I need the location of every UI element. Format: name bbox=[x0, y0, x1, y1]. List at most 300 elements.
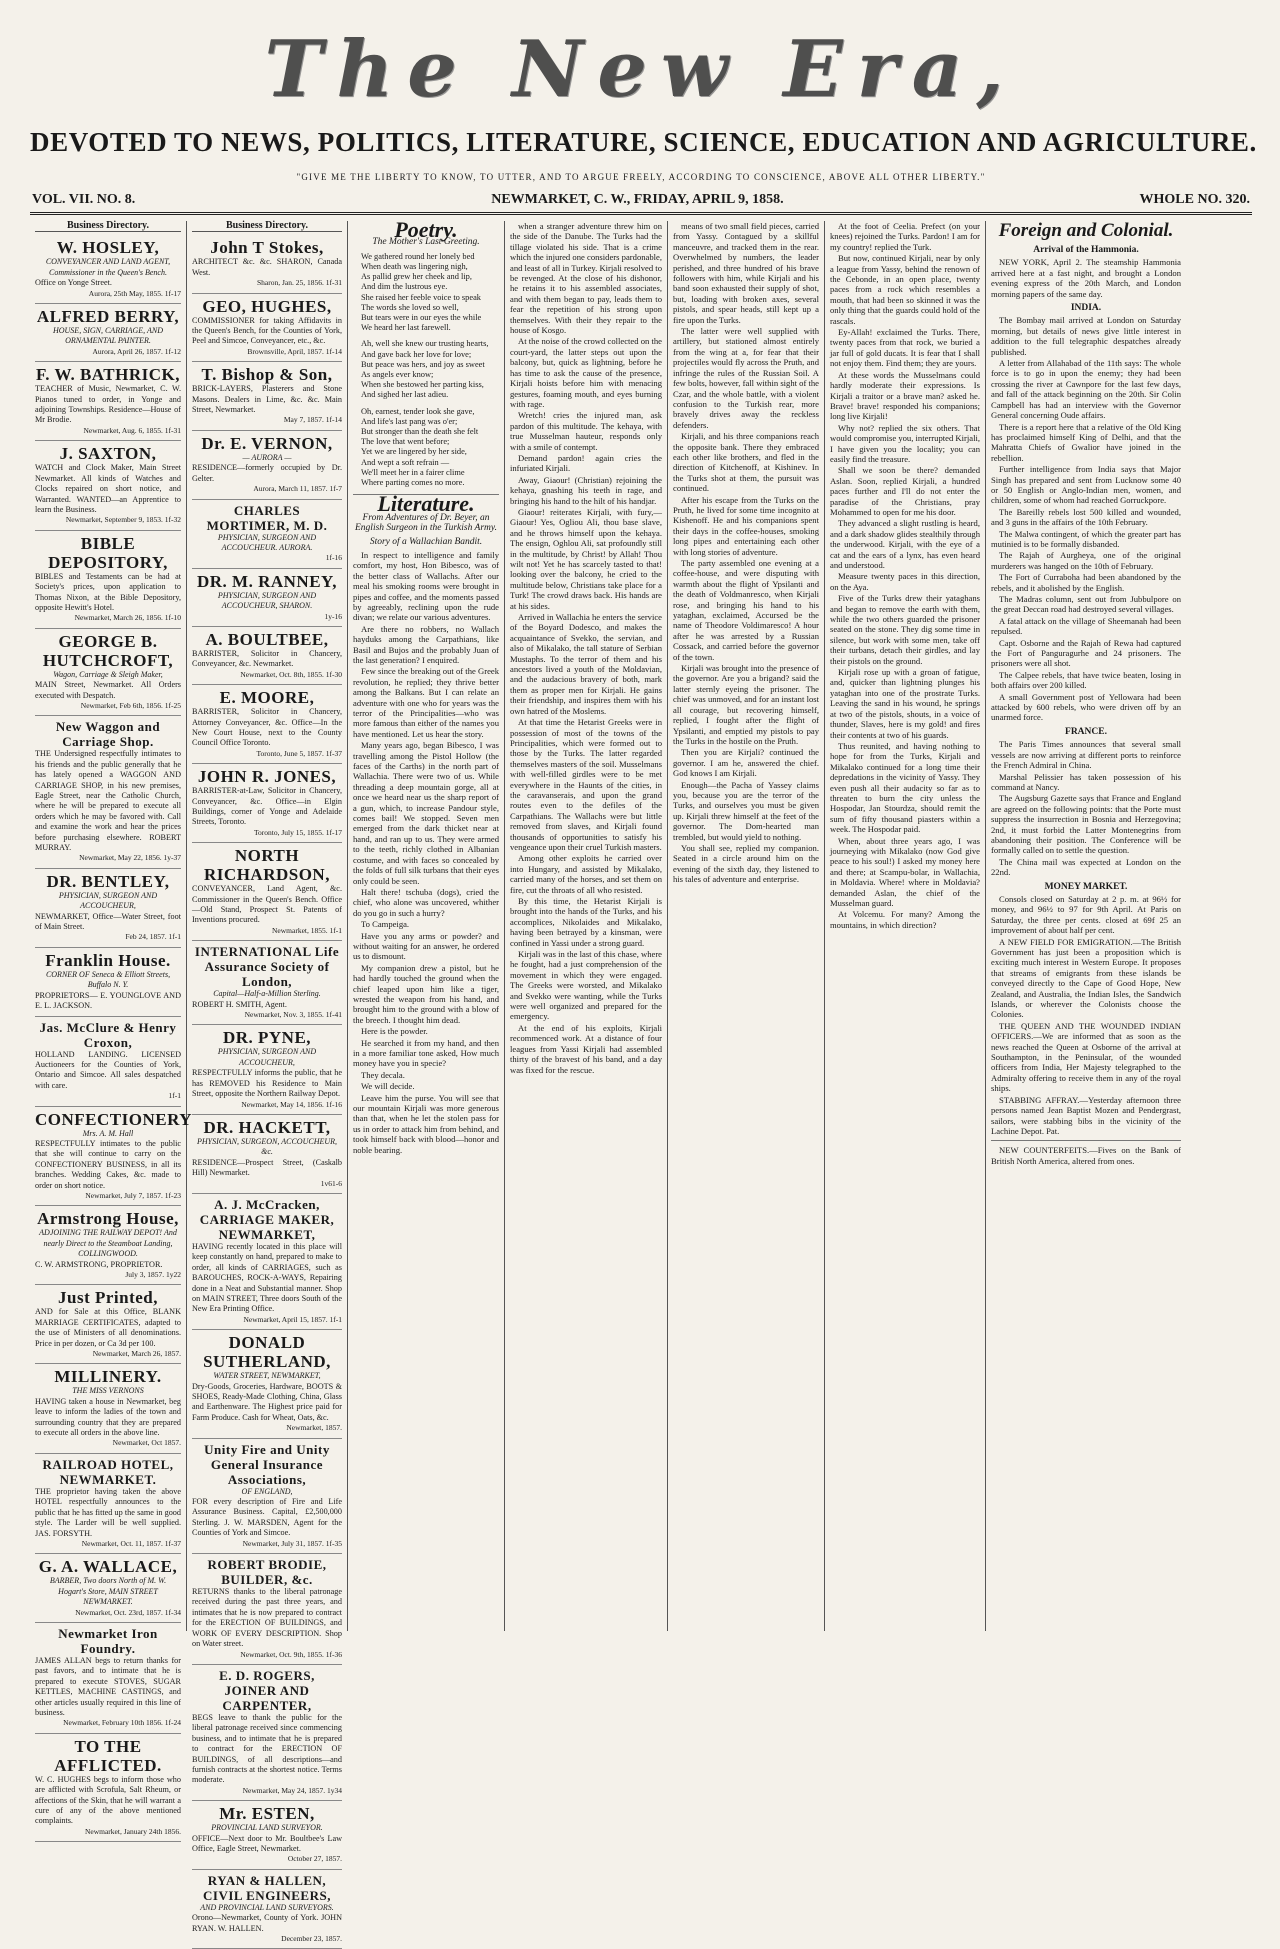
ad-body: COMMISSIONER for taking Affidavits in the Queen's Bench, for the Counties of York, Peel and Simcoe, Conveyancer, etc., &c. bbox=[192, 315, 342, 346]
paragraph: The Fort of Curraboha had been abandoned by the rebels, and it abolished by the English. bbox=[991, 572, 1181, 593]
ad-body: BARRISTER, Solicitor in Chancery, Attorney Conveyancer, &c. Office—In the New Court House, next to the County Council Office Toronto. bbox=[192, 707, 342, 748]
ad-footer: 1y-16 bbox=[324, 611, 342, 621]
ad-body: BRICK-LAYERS, Plasterers and Stone Masons. Dealers in Lime, &c. &c. Main Street, Newmarket. bbox=[192, 384, 342, 415]
ad-footer: July 3, 1857. 1y22 bbox=[125, 1270, 181, 1279]
whole-number: WHOLE NO. 320. bbox=[1139, 192, 1250, 207]
paragraph: Among other exploits he carried over into Hungary, and assisted by Mikalako, carried many of the horses, and set them on fire, cut the throats of all who resisted. bbox=[510, 853, 662, 895]
paragraph: But now, continued Kirjali, near by only a league from Yassy, behind the renown of the Cebonde, in an open place, twenty paces from a rock which resembles a mouth, that had been so skinned it was the only thing that the guards could hold of the rascals. bbox=[830, 253, 980, 326]
ad-body: RESPECTFULLY intimates to the public that she will continue to carry on the CONFECTIONERY BUSINESS, in all its branches. Wedding Cakes, &c. made to order on short notice. bbox=[35, 1138, 181, 1190]
article-title: Story of a Wallachian Bandit. bbox=[369, 536, 483, 547]
paragraph: The Bareilly rebels lost 500 killed and wounded, and 3 guns in the affairs of the 10th February. bbox=[991, 506, 1181, 528]
paragraph: Kirjali was brought into the presence of the governor. Are you a brigand? said the latter sternly eyeing the prisoner. The chief was unmoved, and for an instant lost all courage, but recovering himself, replied, I fought after the flight of Ypsilanti, and emptied my pistols to pay the Turks in the hostile on the Pruth. bbox=[673, 663, 819, 746]
paragraph: Halt there! tschuba (dogs), cried the chief, who alone was uncovered, whither do you go in such a hurry? bbox=[353, 886, 499, 918]
ad-name: Dr. E. VERNON, bbox=[201, 433, 333, 453]
ad-footer: Newmarket, April 15, 1857. 1f-1 bbox=[243, 1314, 342, 1324]
ad-subtitle: PHYSICIAN, SURGEON AND ACCOUCHEUR. AURORA. bbox=[217, 532, 317, 552]
paragraph: THE QUEEN AND THE WOUNDED INDIAN OFFICERS.—We are informed that as soon as the news reached the Queen at Osborne of the arrival at Southampton, in the Peninsular, of the wounded officers from India, Her Majesty telegraphed to the Admiralty offering to receive them in any of the royal ships. bbox=[991, 1020, 1181, 1094]
ad-body: BIBLES and Testaments can be had at Society's prices, upon application to Thomas Nixon, at the Bible Depository, opposite Hewitt's Hotel. bbox=[35, 571, 181, 612]
money-heading: MONEY MARKET. bbox=[1044, 881, 1128, 892]
ad-name: A. J. McCracken, CARRIAGE MAKER, NEWMARKET, bbox=[199, 1196, 335, 1242]
ad-body: Office on Yonge Street. bbox=[35, 278, 112, 288]
ad-footer: Newmarket, January 24th 1856. bbox=[84, 1826, 181, 1836]
advertisement bbox=[192, 1330, 342, 1438]
ad-name: A. BOULTBEE, bbox=[205, 629, 329, 649]
ad-name: E. D. ROGERS, JOINER AND CARPENTER, bbox=[219, 1667, 315, 1713]
poem-line: And dim the lustrous eye. bbox=[361, 282, 448, 292]
ad-body: TEACHER of Music, Newmarket, C. W. Pianos tuned to order, in Yonge and adjoining Townships. Residence—House of Mr Brodie. bbox=[35, 384, 181, 425]
paragraph: Few since the breaking out of the Greek revolution, he replied; they thrive better among the Balkans. But I can relate an adventure with one who for years was the terror of the Principalities—who was more famous than either of the names you have mentioned. Let us hear the story. bbox=[353, 666, 499, 739]
paragraph: Away, Giaour! (Christian) rejoining the kehaya, gnashing his teeth in rage, and bringing his hand to the hilt of his handjar. bbox=[510, 474, 662, 506]
ad-body: CONVEYANCER, Land Agent, &c. Commissioner in the Queen's Bench. Office—Old Stand, Prospect St. Patents of Inventions procured. bbox=[192, 884, 342, 925]
ad-body: PROPRIETORS— E. YOUNGLOVE AND E. L. JACKSON. bbox=[35, 990, 181, 1011]
ad-subtitle: HOUSE, SIGN, CARRIAGE, AND ORNAMENTAL PAINTER. bbox=[52, 326, 164, 346]
ad-name: DR. M. RANNEY, bbox=[196, 571, 337, 591]
ad-subtitle: PHYSICIAN, SURGEON AND ACCOUCHEUR, bbox=[58, 890, 158, 911]
poem-line: When she bestowed her parting kiss, bbox=[361, 380, 484, 390]
paragraph: The Calpee rebels, that have twice beaten, losing in both affairs over 200 killed. bbox=[991, 669, 1181, 691]
ad-name: F. W. BATHRICK, bbox=[35, 365, 180, 385]
column-3-poetry-literature bbox=[348, 217, 505, 1631]
ad-subtitle: OF ENGLAND, bbox=[241, 1486, 293, 1496]
ad-footer: Aurora, April 26, 1857. 1f-12 bbox=[92, 346, 181, 356]
advertisement bbox=[192, 1115, 342, 1194]
advertisement bbox=[35, 716, 181, 868]
advertisement bbox=[192, 1439, 342, 1554]
ad-footer: October 27, 1857. bbox=[287, 1854, 342, 1864]
ad-name: Jas. McClure & Henry Croxon, bbox=[39, 1019, 177, 1050]
section-title-foreign: Foreign and Colonial. bbox=[998, 220, 1174, 241]
ad-subtitle: CORNER OF Seneca & Elliott Streets, Buffalo N. Y. bbox=[45, 969, 171, 990]
ad-subtitle: Wagon, Carriage & Sleigh Maker, bbox=[53, 669, 163, 679]
ad-body: RESIDENCE—formerly occupied by Dr. Gelter. bbox=[192, 463, 342, 483]
ad-body: FOR every description of Fire and Life Assurance Business. Capital, £2,500,000 Sterling. J. W. MARSDEN, Agent for the Counties of York and Simcoe. bbox=[192, 1497, 342, 1538]
paragraph: In respect to intelligence and family comfort, my host, Hon Bibesco, was of the better class of Wallachs. After our meal his smoking rooms were brought in pipes and coffee, and the moments passed by agreeably, reclining upon the rude divan; we relate our various adventures. bbox=[353, 549, 499, 623]
section-title-poetry: Poetry. bbox=[394, 217, 458, 242]
column-6-story-continued bbox=[825, 221, 986, 1631]
place-and-date: NEWMARKET, C. W., FRIDAY, APRIL 9, 1858. bbox=[491, 192, 784, 207]
newspaper-page bbox=[30, 15, 1257, 1943]
section-title-literature: Literature. bbox=[377, 491, 475, 517]
paragraph: They advanced a slight rustling is heard, and a dark shadow glides stealthily through the underwood. Kirjali, with the eye of a cat and the ears of a lynx, has even heard and understood. bbox=[830, 518, 980, 570]
ad-footer: Newmarket, Nov. 3, 1855. 1f-41 bbox=[244, 1010, 342, 1020]
paragraph: Demand pardon! again cries the infuriated Kirjali. bbox=[510, 452, 662, 474]
ad-footer: Aurora, 25th May, 1855. 1f-17 bbox=[88, 288, 181, 298]
poem-line: But stronger than the death she felt bbox=[361, 427, 479, 437]
advertisement bbox=[192, 500, 342, 569]
advertisement bbox=[192, 764, 342, 843]
advertisement bbox=[192, 941, 342, 1025]
column-1-business-directory bbox=[30, 220, 193, 1836]
poem-line: But tears were in our eyes the while bbox=[361, 313, 482, 323]
ad-footer: Newmarket, Oct. 9th, 1855. 1f-36 bbox=[240, 1649, 342, 1659]
paragraph: Why not? replied the six others. That would compromise you, interrupted Kirjali, I have given you the locality; you can easily find the treasure. bbox=[830, 422, 980, 464]
france-heading: FRANCE. bbox=[1065, 726, 1107, 737]
paragraph: Marshal Pelissier has taken possession of his command at Nancy. bbox=[991, 771, 1181, 792]
advertisement bbox=[192, 627, 342, 685]
column-7-foreign-news bbox=[986, 221, 1186, 1631]
newspaper-subtitle: DEVOTED TO NEWS, POLITICS, LITERATURE, SCIENCE, EDUCATION AND AGRICULTURE. bbox=[30, 127, 1257, 157]
poem-line: And life's last pang was o'er; bbox=[361, 416, 458, 426]
ad-footer: December 23, 1857. bbox=[281, 1934, 342, 1943]
advertisement bbox=[35, 1734, 181, 1842]
paragraph: The Augsburg Gazette says that France and England are agreed on the following points: that the Porte must suppress the insurrection in Bosnia and Herzegovina; 2nd, it must forbid the Latter Montenegrins from abandoning their position. The Conference will be formally called on to settle the question. bbox=[991, 793, 1181, 856]
ad-name: MILLINERY. bbox=[54, 1367, 162, 1387]
ad-body: THE proprietor having taken the above HOTEL respectfully announces to the public that he has fitted up the same in good style. The Larder will be well supplied. JAS. FORSYTH. bbox=[35, 1486, 181, 1538]
advertisement bbox=[192, 294, 342, 363]
ad-name: BIBLE DEPOSITORY, bbox=[48, 533, 168, 572]
advertisement bbox=[192, 431, 342, 500]
paragraph: Kirjali rose up with a groan of fatigue, and, quicker than lightning plunges his yataghan into one of the prostrate Turks. Leaving the sand in his wound, he springs at two of the pistols, shouts, in a voice of thunder, Slaves, here is my gold! and fires their contents at two of his guards. bbox=[830, 667, 980, 740]
ad-body: MAIN Street, Newmarket. All Orders executed with Despatch. bbox=[35, 680, 181, 700]
dateline bbox=[30, 192, 1252, 215]
poem-line: We gathered round her lonely bed bbox=[361, 251, 475, 261]
poem-line: We'll meet her in a fairer clime bbox=[361, 467, 465, 477]
paragraph: At that time the Hetarist Greeks were in possession of most of the towns of the Principalities, which were formed out to those by the Turks. The latter regarded themselves masters of the soil. Musselmans with well-filled girdles were to be met everywhere in the Haunts of the cities, in the caravanserais, and upon the grand routes even to the defiles of the Carpathians. The Wallachs were but little removed from slaves, and Kirjali found thousands of opportunities to satisfy his vengeance upon their cruel Turkish masters. bbox=[510, 717, 662, 852]
ad-footer: Newmarket, Feb 6th, 1856. 1f-25 bbox=[80, 700, 181, 710]
ad-subtitle: CONVEYANCER AND LAND AGENT, Commissioner in the Queen's Bench. bbox=[45, 257, 171, 277]
advertisement bbox=[192, 843, 342, 941]
advertisement bbox=[35, 1107, 193, 1207]
advertisement bbox=[35, 1364, 181, 1453]
paragraph: To Campeiga. bbox=[361, 919, 410, 930]
ads-list bbox=[192, 235, 342, 1949]
ad-footer: Sharon, Jan. 25, 1856. 1f-31 bbox=[257, 278, 342, 288]
paragraph: We will decide. bbox=[361, 1081, 415, 1092]
advertisement bbox=[192, 362, 342, 431]
ad-subtitle: AND PROVINCIAL LAND SURVEYORS. bbox=[200, 1902, 334, 1912]
advertisement bbox=[35, 948, 181, 1017]
ad-name: RYAN & HALLEN, CIVIL ENGINEERS, bbox=[203, 1872, 331, 1903]
advertisement bbox=[192, 569, 342, 627]
advertisement bbox=[35, 869, 181, 948]
ad-footer: Newmarket, Aug. 6, 1855. 1f-31 bbox=[83, 425, 181, 435]
ad-name: DONALD SUTHERLAND, bbox=[203, 1333, 331, 1372]
paragraph: Measure twenty paces in this direction, on the Aya. bbox=[830, 571, 980, 592]
paragraph: The Malwa contingent, of which the greater part has mutinied is to be formally disbanded. bbox=[991, 528, 1181, 549]
paragraph: The Madras column, sent out from Jubbulpore on the great Deccan road had destroyed several villages. bbox=[991, 594, 1181, 615]
ad-name: ALFRED BERRY, bbox=[36, 307, 180, 327]
paragraph: At the end of his exploits, Kirjali recommenced work. At a distance of four leagues from Yassi Kirjali had assembled thirty of the bravest of his band, and a day was fixed for the rescue. bbox=[510, 1022, 662, 1075]
ad-body: RETURNS thanks to the liberal patronage received during the past three years, and intimates that he is now prepared to contract for the ERECTION OF BUILDINGS, and WORK OF EVERY DESCRIPTION. Shop on Water street. bbox=[192, 1587, 342, 1649]
ad-name: New Waggon and Carriage Shop. bbox=[55, 719, 161, 750]
advertisement bbox=[35, 1623, 181, 1734]
advertisement bbox=[35, 1454, 181, 1554]
ad-footer: 1v61-6 bbox=[320, 1178, 342, 1188]
newspaper-motto: "GIVE ME THE LIBERTY TO KNOW, TO UTTER, AND TO ARGUE FREELY, ACCORDING TO CONSCIENCE, ABOVE ALL OTHER LIBERTY." bbox=[296, 172, 986, 182]
france-news bbox=[991, 739, 1181, 877]
ad-name: ROBERT BRODIE, BUILDER, &c. bbox=[207, 1557, 327, 1588]
paragraph: Wretch! cries the injured man, ask pardon of this multitude. The kehaya, with true Musselman hauteur, responds only with a smile of contempt. bbox=[510, 410, 662, 452]
advertisement bbox=[35, 1285, 181, 1364]
ad-name: John T Stokes, bbox=[210, 238, 324, 258]
money-news bbox=[991, 894, 1181, 936]
ad-name: Mr. ESTEN, bbox=[219, 1804, 315, 1824]
divider bbox=[991, 1140, 1181, 1141]
poem-line: The words she loved so well, bbox=[361, 302, 459, 312]
poem-line: And gave back her love for love; bbox=[361, 349, 472, 359]
ad-body: JAMES ALLAN begs to return thanks for past favors, and to intimate that he is prepared to execute STOVES, SUGAR KETTLES, MACHINE CASTINGS, and other articles usually required in this line of business. bbox=[35, 1655, 181, 1717]
paragraph: A small Government post of Yellowara had been attacked by 600 rebels, who were driven off by an unarmed force. bbox=[991, 691, 1181, 723]
ad-body: Orono—Newmarket, County of York. JOHN RYAN. W. HALLEN. bbox=[192, 1913, 342, 1933]
ad-footer: Newmarket, May 14, 1856. 1f-16 bbox=[241, 1099, 342, 1109]
poem-line: When death was lingering nigh, bbox=[361, 262, 468, 272]
advertisement bbox=[35, 531, 181, 629]
ad-name: Franklin House. bbox=[45, 950, 171, 970]
paragraph: Here is the powder. bbox=[361, 1026, 428, 1037]
ad-subtitle: Capital—Half-a-Million Sterling. bbox=[213, 989, 321, 999]
paragraph: At these words the Musselmans could hardly moderate their expressions. Is Kirjali a traitor or a brave man? asked he. Brave! brave! responded his companions; long live Kirjali! bbox=[830, 369, 980, 422]
ad-subtitle: BARBER, Two doors North of M. W. Hogart's Store, MAIN STREET NEWMARKET. bbox=[49, 1576, 167, 1607]
ad-name: GEORGE B. HUTCHCROFT, bbox=[42, 631, 174, 670]
ad-body: W. C. HUGHES begs to inform those who are afflicted with Scrofula, Salt Rheum, or affections of the Skin, that he will warrant a cure of any of the above mentioned complaints. bbox=[35, 1774, 181, 1826]
ad-footer: Newmarket, February 10th 1856. 1f-24 bbox=[63, 1718, 181, 1728]
ad-subtitle: PHYSICIAN, SURGEON, ACCOUCHEUR, &c. bbox=[196, 1136, 338, 1157]
poem-title: The Mother's Last Greeting. bbox=[372, 237, 480, 248]
advertisement bbox=[35, 441, 181, 530]
poem-line: Where parting comes no more. bbox=[361, 478, 465, 488]
ad-footer: Newmarket, Oct 1857. bbox=[112, 1438, 181, 1448]
india-heading: INDIA. bbox=[1070, 303, 1102, 314]
misc-news bbox=[991, 937, 1181, 1137]
ad-name: Just Printed, bbox=[58, 1288, 158, 1308]
ad-subtitle: ADJOINING THE RAILWAY DEPOT! And nearly Direct to the Steamboat Landing, COLLINGWOOD. bbox=[39, 1228, 177, 1259]
paragraph: My companion drew a pistol, but he had hardly touched the ground when the chief leaped upon him like a tiger, wrested the weapon from his hand, and brought him to the ground with a blow of the breech. I thought him dead. bbox=[353, 962, 499, 1025]
ad-body: C. W. ARMSTRONG, PROPRIETOR. bbox=[35, 1259, 163, 1269]
article-body bbox=[353, 550, 499, 1155]
paragraph: There is a report here that a relative of the Old King has proclaimed himself King of Delhi, and that the Mahratta Chiefs of Gwalior have joined in the rebellion. bbox=[991, 421, 1181, 463]
ad-footer: Newmarket, July 7, 1857. 1f-23 bbox=[85, 1190, 181, 1200]
ad-name: G. A. WALLACE, bbox=[38, 1557, 178, 1577]
paragraph: The China mail was expected at London on the 22nd. bbox=[991, 856, 1181, 878]
advertisement bbox=[35, 629, 181, 717]
ad-name: Unity Fire and Unity General Insurance Associations, bbox=[204, 1441, 330, 1487]
article-source: From Adventures of Dr. Beyer, an English Surgeon in the Turkish Army. bbox=[355, 512, 497, 534]
ad-name: TO THE AFFLICTED. bbox=[54, 1736, 162, 1775]
counterfeits-notice: NEW COUNTERFEITS.—Fives on the Bank of British North America, altered from ones. bbox=[991, 1145, 1181, 1166]
advertisement bbox=[192, 1554, 342, 1665]
ad-name: JOHN R. JONES, bbox=[197, 767, 337, 787]
advertisement bbox=[192, 235, 342, 293]
ad-body: BARRISTER-at-Law, Solicitor in Chancery, Conveyancer, &c. Office—in Elgin Buildings, corner of Yonge and Adelaide Streets, Toronto. bbox=[192, 786, 342, 827]
ad-name: RAILROAD HOTEL, NEWMARKET. bbox=[42, 1456, 174, 1487]
advertisement bbox=[35, 235, 181, 304]
volume-number: VOL. VII. NO. 8. bbox=[32, 192, 136, 207]
paragraph: Many years ago, began Bibesco, I was travelling among the Pistol Hollow (the faces of the Carths) in the north part of Wallachia. There were two of us. While threading a deep mountain gorge, all at once we heard near us the sharp report of a gun, which, to increase Pandour style, comes bail! We stopped. Seven men emerged from the dark thicket near at hand, and ran up to us. They were armed to the teeth, richly clothed in Albanian costume, and with faces so concealed by the folds of full silk turbans that their eyes only could be seen. bbox=[353, 740, 499, 886]
ad-body: THE Undersigned respectfully intimates to his friends and the public generally that he has lately opened a WAGGON AND CARRIAGE SHOP, in his new premises, Eagle Street, near the Catholic Church, where he will be prepared to execute all orders which he may be favored with. Call and examine the work and hear the prices before purchasing elsewhere. ROBERT MURRAY. bbox=[35, 749, 181, 853]
ad-body: RESPECTFULLY informs the public, that he has REMOVED his Residence to Main Street, opposite the Northern Railway Depot. bbox=[192, 1068, 342, 1099]
ad-name: INTERNATIONAL Life Assurance Society of London, bbox=[194, 944, 340, 990]
ad-footer: 1f-16 bbox=[325, 553, 342, 563]
advertisement bbox=[35, 1554, 181, 1623]
paragraph: At Volcemu. For many? Among the mountains, in which direction? bbox=[830, 909, 980, 930]
ad-name: DR. BENTLEY, bbox=[46, 871, 170, 891]
ad-body: BEGS leave to thank the public for the liberal patronage received since commencing business, and to intimate that he is prepared to contract for the ERECTION OF BUILDINGS, of all descriptions—and furnish contracts at the shortest notice. Terms moderate. bbox=[192, 1712, 342, 1785]
advertisement bbox=[35, 1017, 181, 1107]
ad-body: NEWMARKET, Office—Water Street, foot of Main Street. bbox=[35, 911, 181, 932]
paragraph: Giaour! reiterates Kirjali, with fury,—Giaour! Yes, Ogliou Ali, thou base slave, and he throws himself upon the kehaya. The ensign, Oghlou Ali, sat profoundly still in the multitude, by Christ! by Allah! Thou wilt not! Yet he has scarcely tasted to that! looking over the balcony, he cried to the multitude below, Christians take place for a Turk! The crowd draws back. His hands are at his sides. bbox=[510, 506, 662, 611]
poem-line: We heard her last farewell. bbox=[361, 323, 451, 333]
paragraph: Capt. Osborne and the Rajah of Rewa had captured the Fort of Panguragurhe and 24 prisoners. The prisoners were all shot. bbox=[991, 637, 1181, 669]
ad-body: ARCHITECT &c. &c. SHARON, Canada West. bbox=[192, 257, 342, 277]
paragraph: At the noise of the crowd collected on the court-yard, the latter steps out upon the balcony, but, quick as lightning, before he has time to ask the cause of the presence, Kirjali hoists before him with menacing gestures, foaming mouth, and eyes burning with rage. bbox=[510, 336, 662, 409]
ad-name: E. MOORE, bbox=[219, 688, 315, 708]
paragraph: Kirjali was in the last of this chase, where he fought, had a just comprehension of the movement in which they were engaged. The Greeks were worsted, and Mikalako and Svekko were wanting, while the Turks were well organized and prepared for the emergency. bbox=[510, 949, 662, 1022]
poem-line: As angels ever know; bbox=[361, 370, 434, 380]
paragraph: Are there no robbers, no Wallach hayduks among the Carpathians, like Basil and Bujos and the probably Juan of the last generation? I enquired. bbox=[353, 623, 499, 665]
poem-line: The love that went before; bbox=[361, 437, 450, 447]
ad-footer: Newmarket, Oct. 11, 1857. 1f-37 bbox=[81, 1538, 181, 1548]
paragraph: when a stranger adventure threw him on the side of the Danube. The Turks had the tillage violated his side. That is a crime which the injured one considers pardonable, and least of all in Turkey. Kirjali resolved to be revenged. At the close of his dishonor, he retains it to his assembled associates, and with them began to pay, leads them to fear the repetition of his strong upon themselves. With their they repair to the house of Kosgo. bbox=[510, 221, 662, 336]
ad-name: W. HOSLEY, bbox=[56, 238, 160, 258]
ad-footer: Toronto, July 15, 1855. 1f-17 bbox=[253, 827, 342, 837]
ad-subtitle: PHYSICIAN, SURGEON AND ACCOUCHEUR, SHARON. bbox=[217, 590, 317, 611]
paragraph: Have you any arms or powder? and without waiting for an answer, he ordered us to dismount. bbox=[353, 930, 499, 962]
ad-body: WATCH and Clock Maker, Main Street Newmarket. All kinds of Watches and Clocks repaired on short notice, and Warranted. WANTED—an Apprentice to learn the Business. bbox=[35, 463, 181, 514]
ads-list bbox=[35, 235, 193, 1842]
poem-line: Oh, earnest, tender look she gave, bbox=[361, 406, 475, 416]
article-body bbox=[830, 221, 980, 930]
column-4-story-continued bbox=[505, 221, 668, 1631]
poem-line: As pallid grew her cheek and lip, bbox=[361, 272, 472, 282]
ad-footer: May 7, 1857. 1f-14 bbox=[283, 415, 342, 425]
ad-name: CHARLES MORTIMER, M. D. bbox=[206, 502, 328, 533]
paragraph: Then you are Kirjali? continued the governor. I am he, answered the chief. God knows I am Kirjali. bbox=[673, 747, 819, 779]
ad-subtitle: — AURORA — bbox=[242, 452, 292, 462]
ad-footer: Newmarket, July 31, 1857. 1f-35 bbox=[242, 1538, 342, 1548]
paragraph: The Bombay mail arrived at London on Saturday morning, but details of news give little interest in addition to the full telegraphic despatches already published. bbox=[991, 315, 1181, 357]
ad-footer: Newmarket, May 24, 1857. 1y34 bbox=[242, 1785, 342, 1795]
paragraph: Leave him the purse. You will see that our mountain Kirjali was more generous than that, when he let the stolen pass for us in order to attack him from behind, and took himself back with blood—honor and noble bearing. bbox=[353, 1092, 499, 1155]
paragraph: At the foot of Ceelia. Prefect (on your knees) rejoined the Turks. Pardon! I am for my country! replied the Turk. bbox=[830, 221, 980, 252]
paragraph: means of two small field pieces, carried from Yassy. Contagued by a skillful manceuvre, and tracked them in the rear. Overwhelmed by numbers, the leader perished, and three hundred of his brave followers with him, while Kirjali and his band soon exhausted their supply of shot, but, loading with broken axes, several pistols, and spear heads, still kept up a fire upon the Turks. bbox=[673, 221, 819, 325]
masthead bbox=[30, 15, 1252, 125]
paragraph: You shall see, replied my companion. Seated in a circle around him on the evening of the sixth day, they listened to his tales of adventure and enterprise. bbox=[673, 842, 819, 885]
news-subhead: Arrival of the Hammonia. bbox=[1033, 245, 1139, 255]
ad-body: BARRISTER, Solicitor in Chancery, Conveyancer, &c. Newmarket. bbox=[192, 648, 342, 669]
ad-body: HOLLAND LANDING. LICENSED Auctioneers for the Counties of York, Ontario and Simcoe. All sales despatched with care. bbox=[35, 1049, 181, 1090]
ad-name: J. SAXTON, bbox=[59, 444, 157, 464]
paragraph: Thus reunited, and having nothing to hope for from the Turks, Kirjali and Mikalako continued for a long time their depredations in the vicinity of Yassy. They even push all their audacity so far as to threaten to burn the city unless the Hospodar, Jan Stourdza, should remit the sum of fifty thousand piasters within a week. The Hospodar paid. bbox=[830, 740, 980, 835]
advertisement bbox=[192, 1025, 342, 1114]
paragraph: Shall we soon be there? demanded Aslan. Soon, replied Kirjali, a hundred paces further and I'll do not enter the paradise of the Christians, pray Mohammed to open for me his door. bbox=[830, 465, 980, 517]
paragraph: The latter were well supplied with artillery, but stationed almost entirely from the wing at a, for fear that their projectiles would fly across the Pruth, and infringe the rules of the Russian Soil. A few bolts, however, fall within sight of the Czar, and the whole battle, with a violent confusion to the Turkish rear, more bravely drives away the reckless defenders. bbox=[673, 326, 819, 430]
paragraph: A NEW FIELD FOR EMIGRATION.—The British Government has just been a proposition which is exciting much interest in Western Europe. It proposes that streams of emigrants from these islands be conveyed directly to the Cape of Good Hope, New Zealand, and Australia, the Indian Isles, the Sandwich Islands, or wherever the Colonists choose the Colonies. bbox=[991, 936, 1181, 1020]
column-heading: Business Directory. bbox=[192, 221, 342, 232]
paragraph: Enough—the Pacha of Yassey claims you, because you are the terror of the Turks, and ourselves you must be given up. Kirjali threw himself at the feet of the governor. The Dom-hearted man trembled, but would yield to nothing. bbox=[673, 779, 819, 842]
ad-body: OFFICE—Next door to Mr. Boultbee's Law Office, Eagle Street, Newmarket. bbox=[192, 1833, 342, 1853]
ad-body: RESIDENCE—Prospect Street, (Caskalb Hill) Newmarket. bbox=[192, 1157, 342, 1178]
paragraph: By this time, the Hetarist Kirjali is brought into the hands of the Turks, and his accomplices, Nikolaides and Mikalako, having been betrayed by a kinsman, were confined in Yassi under a strong guard. bbox=[510, 896, 662, 948]
paragraph: Consols closed on Saturday at 2 p. m. at 96½ for money, and 96½ to 97 for 9th April. At Paris on Saturday, the three per cents. closed at 69f 25 an improvement of about half per cent. bbox=[991, 893, 1181, 936]
ad-name: T. Bishop & Son, bbox=[201, 365, 333, 385]
ad-footer: Newmarket, September 9, 1853. 1f-32 bbox=[65, 515, 181, 525]
paragraph: A letter from Allahabad of the 11th says: The whole force is to go in upon the enemy; they had been crossing the river at Cawnpore for the last few days, and fall of the attack beginning on the 20th. Sir Colin Campbell has had an interview with the Governor General concerning Oude affairs. bbox=[991, 358, 1181, 421]
poem-line: Ah, well she knew our trusting hearts, bbox=[361, 339, 489, 349]
poem-line: And sighed her last adieu. bbox=[361, 390, 449, 400]
poem-line: And wept a soft refrain — bbox=[361, 457, 450, 467]
poem-line: But peace was hers, and joy as sweet bbox=[361, 359, 485, 369]
advertisement bbox=[35, 304, 181, 362]
ad-subtitle: WATER STREET, NEWMARKET, bbox=[213, 1371, 321, 1381]
advertisement bbox=[192, 1801, 342, 1870]
paragraph: A fatal attack on the village of Sheemanah had been repulsed. bbox=[991, 615, 1181, 637]
ad-subtitle: PHYSICIAN, SURGEON AND ACCOUCHEUR, bbox=[217, 1047, 317, 1067]
ad-footer: Newmarket, 1855. 1f-1 bbox=[272, 925, 342, 935]
ad-body: Dry-Goods, Groceries, Hardware, BOOTS & SHOES, Ready-Made Clothing, China, Glass and Earthenware. The Highest price paid for Farm Produce. Cash for Wheat, Oats, &c. bbox=[192, 1381, 342, 1422]
ad-body: ROBERT H. SMITH, Agent. bbox=[192, 999, 287, 1009]
ad-subtitle: PROVINCIAL LAND SURVEYOR. bbox=[211, 1823, 323, 1833]
ad-name: DR. PYNE, bbox=[222, 1028, 312, 1048]
advertisement bbox=[192, 685, 342, 764]
ad-footer: Toronto, June 5, 1857. 1f-37 bbox=[256, 748, 342, 758]
column-5-story-continued bbox=[668, 221, 825, 1631]
newspaper-title: The New Era, bbox=[264, 24, 1018, 115]
ad-name: DR. HACKETT, bbox=[203, 1117, 331, 1137]
ad-footer: Newmarket, Oct. 23rd, 1857. 1f-34 bbox=[75, 1607, 181, 1617]
ad-name: Armstrong House, bbox=[37, 1209, 179, 1229]
ad-footer: Newmarket, March 26, 1857. bbox=[92, 1349, 181, 1359]
paragraph: When, about three years ago, I was journeying with Mikalako (now God give peace to his soul!) I asked my money here and there; at Scampu-bolar, in Wallachia, in Moldavia. Where! where in Moldavia? demanded Aslan, the chief of the Musselman guard. bbox=[830, 835, 980, 908]
ad-name: Newmarket Iron Foundry. bbox=[58, 1625, 158, 1656]
poem-body bbox=[353, 252, 499, 488]
paragraph: He searched it from my hand, and then in a more familiar tone asked, How much money have you in specie? bbox=[353, 1037, 499, 1069]
news-body bbox=[991, 257, 1181, 299]
paragraph: The Paris Times announces that several small vessels are now arriving at different ports to reinforce the French Admiral in China. bbox=[991, 739, 1181, 771]
ad-subtitle: THE MISS VERNONS bbox=[72, 1386, 144, 1396]
paragraph: Five of the Turks drew their yataghans and began to remove the earth with them, while the two others guarded the prisoner seated on the stone. They dig some time in silence, but work with some men, take off their turbans, detach their girdles, and lay their pistols on the ground. bbox=[830, 593, 980, 666]
article-body bbox=[673, 221, 819, 885]
paragraph: NEW YORK, April 2. The steamship Hammonia arrived here at a fast night, and brought a London evening express of the 20th March, and London morning papers of the same day. bbox=[991, 257, 1181, 299]
ad-name: NORTH RICHARDSON, bbox=[204, 846, 330, 885]
ad-footer: Brownsville, April, 1857. 1f-14 bbox=[247, 346, 342, 356]
ad-body: HAVING recently located in this place will keep constantly on hand, prepared to make to order, all kinds of CARRIAGES, such as BAROUCHES, ROCK-A-WAYS, Repairing done in a Neat and Substantial manner. Shop on MAIN STREET, Three doors South of the New Era Printing Office. bbox=[192, 1241, 342, 1314]
advertisement bbox=[35, 1206, 181, 1285]
ad-footer: Newmarket, May 22, 1856. 1y-37 bbox=[79, 853, 181, 863]
column-2-business-directory bbox=[187, 220, 348, 1943]
article-body bbox=[510, 221, 662, 1075]
poem-line: Yet we are lingered by her side, bbox=[361, 447, 467, 457]
india-news bbox=[991, 315, 1181, 722]
paragraph: The party assembled one evening at a coffee-house, and were disputing with warmth about the flight of Ypsilanti and the death of Voldmanresco, when Kirjali rose, and bringing his hand to his yataghan, exclaimed, Accursed be the name of Theodore Voldimaresco! A hour after he was arrested by a Russian Cossack, and carried before the governor of the town. bbox=[673, 558, 819, 662]
ad-name: CONFECTIONERY bbox=[35, 1109, 193, 1129]
ad-name: GEO, HUGHES, bbox=[202, 296, 332, 316]
paragraph: They decala. bbox=[361, 1069, 405, 1080]
poem-line: She raised her feeble voice to speak bbox=[361, 292, 481, 302]
advertisement bbox=[192, 1665, 342, 1801]
columns bbox=[30, 217, 1252, 1943]
paragraph: Arrived in Wallachia he enters the service of the Boyard Dodesco, and makes the acquaintance of Svekko, the servian, and also of Mikalako, the tall stature of Serbian Mustaphs. To the terror of them and his ancestors lived a youth of the Moldavian, and the audacious bravery of both, mark them as proper men for Kirjali. He gains their friendship, and inspires them with his own hatred of the Moslems. bbox=[510, 612, 662, 716]
ad-footer: Newmarket, March 26, 1856. 1f-10 bbox=[74, 613, 181, 623]
paragraph: STABBING AFFRAY.—Yesterday afternoon three persons named Jean Baptist Mozen and Pendergrast, sailors, were stabbing bibs in the vicinity of the Lachine Depot. Pat. bbox=[991, 1094, 1181, 1136]
paragraph: Kirjali, and his three companions reach the opposite bank. There they embraced each other like brothers, and fled in the direction of Kitchenoff, at Kishinev. In the Turks shot at them, the pursuit was continued. bbox=[673, 431, 819, 494]
advertisement bbox=[192, 1194, 342, 1330]
paragraph: After his escape from the Turks on the Pruth, he lived for some time incognito at Kishenoff. He and his companions spent their days in the coffee-houses, smoking long pipes and entertaining each other with long stories of adventure. bbox=[673, 494, 819, 557]
column-heading: Business Directory. bbox=[35, 221, 181, 232]
ad-footer: Aurora, March 11, 1857. 1f-7 bbox=[253, 484, 342, 494]
advertisement bbox=[35, 362, 181, 441]
ad-footer: Newmarket, 1857. bbox=[286, 1423, 342, 1433]
paragraph: Further intelligence from India says that Major Singh has prepared and sent from Lucknow some 40 or 50 English or Anglo-Indian men, women, and children, some of whom had reached Gorruckpore. bbox=[991, 464, 1181, 506]
ad-body: HAVING taken a house in Newmarket, beg leave to inform the ladies of the town and surrounding country that they are prepared to execute all orders in the above line. bbox=[35, 1396, 181, 1438]
paragraph: Ey-Allah! exclaimed the Turks. There, twenty paces from that rock, we buried a jar full of gold ducats. It is fear that I shall not enjoy them. Find them; they are yours. bbox=[830, 327, 980, 369]
advertisement bbox=[192, 1870, 342, 1949]
ad-footer: 1f-1 bbox=[168, 1091, 181, 1101]
ad-footer: Feb 24, 1857. 1f-1 bbox=[125, 932, 181, 942]
ad-body: AND for Sale at this Office, BLANK MARRIAGE CERTIFICATES, adapted to the use of Ministers of all denominations. Price in per dozen, or Ca 3d per 100. bbox=[35, 1307, 181, 1348]
paragraph: The Rajah of Aurgheya, one of the original murderers was hanged on the 10th of February. bbox=[991, 550, 1181, 571]
ad-subtitle: Mrs. A. M. Hall bbox=[82, 1128, 134, 1138]
ad-footer: Newmarket, Oct. 8th, 1855. 1f-30 bbox=[240, 669, 342, 679]
